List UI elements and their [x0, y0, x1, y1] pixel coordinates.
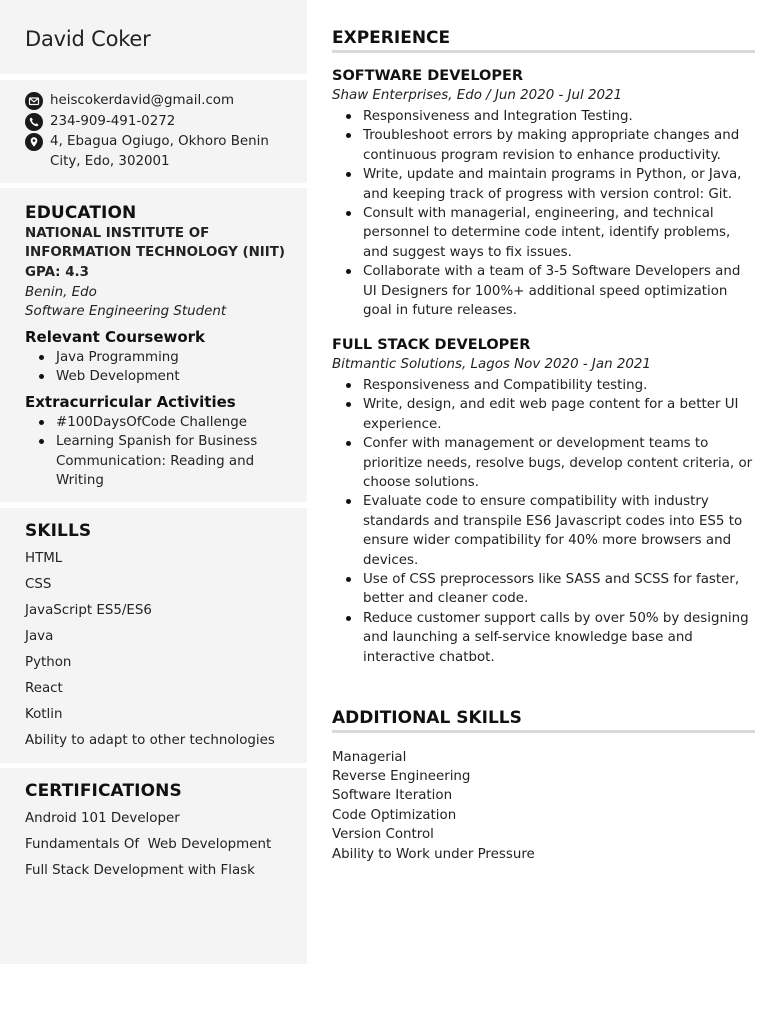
certifications-heading: CERTIFICATIONS	[25, 781, 182, 801]
candidate-name: David Coker	[25, 27, 151, 51]
job-title: SOFTWARE DEVELOPER	[332, 68, 524, 84]
address-text: 4, Ebagua Ogiugo, Okhoro Benin City, Edo, 302001	[50, 134, 269, 169]
skill-item: React	[25, 681, 63, 696]
list-item: Java Programming	[25, 348, 285, 367]
job-meta: Bitmantic Solutions, Lagos Nov 2020 - Jan 2021	[332, 357, 651, 372]
skill-item: JavaScript ES5/ES6	[25, 603, 152, 618]
list-item: Learning Spanish for Business Communication: Reading and Writing	[25, 432, 287, 490]
job-meta: Shaw Enterprises, Edo / Jun 2020 - Jul 2021	[332, 88, 623, 103]
job-bullets	[332, 376, 756, 667]
gpa: GPA: 4.3	[25, 265, 89, 280]
education-heading: EDUCATION	[25, 203, 137, 223]
list-item: Responsiveness and Integration Testing.	[332, 107, 756, 126]
list-item: #100DaysOfCode Challenge	[25, 413, 287, 432]
list-item: Evaluate code to ensure compatibility with industry standards and transpile ES6 Javascript codes into ES5 to ensure wider compatibility for 40% more browsers and devices.	[332, 492, 756, 570]
phone-icon	[25, 113, 43, 131]
skill-item: Ability to adapt to other technologies	[25, 733, 275, 748]
list-item: Troubleshoot errors by making appropriate changes and continuous program revision to enhance productivity.	[332, 126, 756, 165]
coursework-heading: Relevant Coursework	[25, 328, 206, 346]
list-item: Consult with managerial, engineering, and technical personnel to determine code intent, identify problems, and suggest ways to fix issues.	[332, 204, 756, 262]
phone-text: 234-909-491-0272	[50, 114, 176, 129]
location-pin-icon	[25, 133, 43, 151]
activities-heading: Extracurricular Activities	[25, 393, 236, 411]
skill-item: HTML	[25, 551, 63, 566]
activities-list	[25, 413, 287, 491]
job-bullets	[332, 107, 756, 320]
certification-item: Full Stack Development with Flask	[25, 863, 255, 878]
job-title: FULL STACK DEVELOPER	[332, 337, 531, 353]
skill-item: Java	[25, 629, 54, 644]
contact-email[interactable]	[25, 91, 234, 111]
envelope-icon	[25, 92, 43, 110]
section-divider	[332, 50, 755, 53]
contact-address	[25, 132, 295, 171]
list-item: Write, design, and edit web page content for a better UI experience.	[332, 395, 756, 434]
list-item: Use of CSS preprocessors like SASS and SCSS for faster, better and cleaner code.	[332, 570, 756, 609]
degree: Software Engineering Student	[25, 304, 227, 319]
skill-item: Python	[25, 655, 72, 670]
certification-item: Fundamentals Of Web Development	[25, 837, 272, 852]
skill-item: Kotlin	[25, 707, 63, 722]
section-divider	[332, 730, 755, 733]
list-item: Responsiveness and Compatibility testing.	[332, 376, 756, 395]
additional-skill-item: Software Iteration	[332, 788, 453, 803]
skills-heading: SKILLS	[25, 521, 92, 541]
experience-heading: EXPERIENCE	[332, 28, 451, 48]
school-name: NATIONAL INSTITUTE OF INFORMATION TECHNOLOGY (NIIT)	[25, 226, 285, 261]
list-item: Web Development	[25, 367, 285, 386]
list-item: Confer with management or development teams to prioritize needs, resolve bugs, develop content criteria, or choose solutions.	[332, 434, 756, 492]
additional-skill-item: Ability to Work under Pressure	[332, 847, 535, 862]
coursework-list	[25, 348, 285, 387]
list-item: Collaborate with a team of 3-5 Software Developers and UI Designers for 100%+ additional speed optimization goal in future releases.	[332, 262, 756, 320]
list-item: Write, update and maintain programs in Python, or Java, and keeping track of progress with version control: Git.	[332, 165, 756, 204]
additional-skill-item: Version Control	[332, 827, 434, 842]
additional-skill-item: Reverse Engineering	[332, 769, 471, 784]
additional-skills-heading: ADDITIONAL SKILLS	[332, 708, 522, 728]
contact-phone[interactable]	[25, 112, 175, 132]
additional-skill-item: Code Optimization	[332, 808, 457, 823]
certification-item: Android 101 Developer	[25, 811, 180, 826]
school-location: Benin, Edo	[25, 285, 97, 300]
skill-item: CSS	[25, 577, 52, 592]
email-text: heiscokerdavid@gmail.com	[50, 93, 235, 108]
list-item: Reduce customer support calls by over 50% by designing and launching a self-service knowledge base and interactive chatbot.	[332, 609, 756, 667]
additional-skill-item: Managerial	[332, 750, 407, 765]
